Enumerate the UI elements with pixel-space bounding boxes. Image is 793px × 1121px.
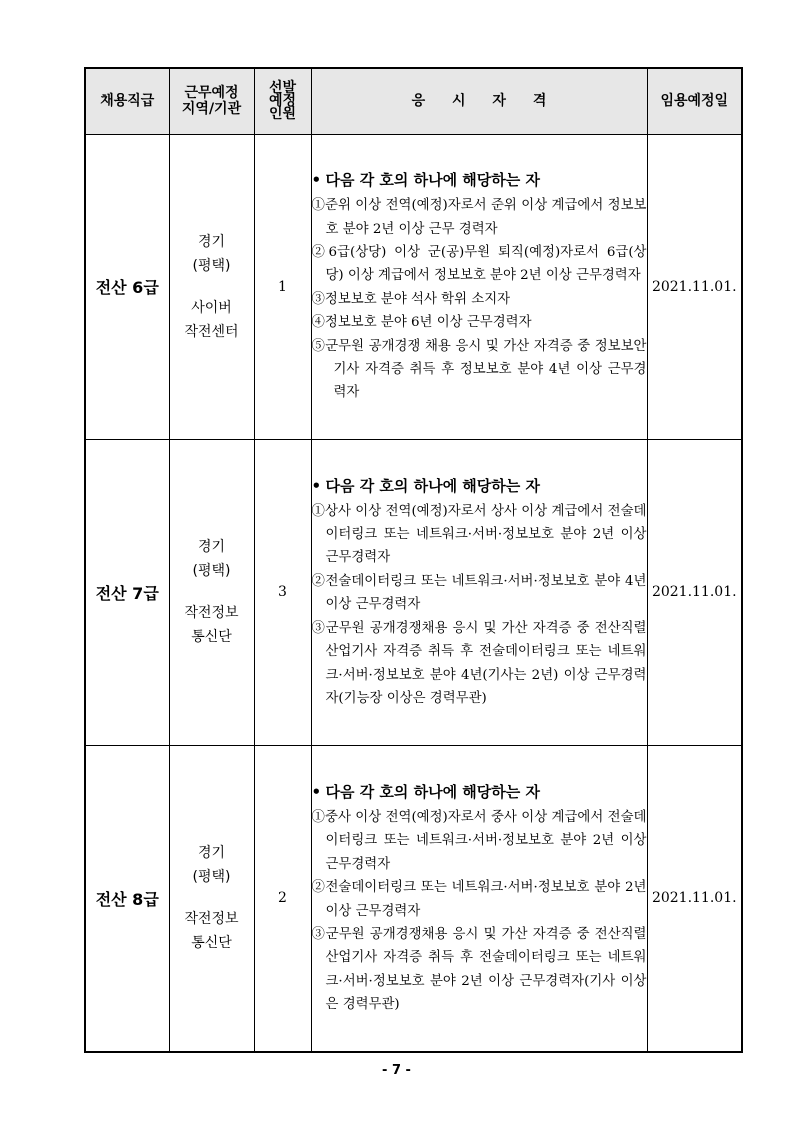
header-count-line2: 예정 bbox=[268, 92, 297, 109]
header-count-line1: 선발 bbox=[268, 79, 297, 96]
region-name: 경기 bbox=[197, 539, 226, 555]
table-row bbox=[85, 745, 742, 1052]
qualification-item: ③군무원 공개경쟁채용 응시 및 가산 자격증 중 전산직렬 산업기사 자격증 취득 후 전술데이터링크 또는 네트워크·서버·정보보호 분야 4년(기사는 2년) 이상 근무경력자(기능장 이상은 경력무관) bbox=[311, 620, 647, 706]
qualification-item: ②전술데이터링크 또는 네트워크·서버·정보보호 분야 4년 이상 근무경력자 bbox=[311, 573, 647, 613]
qualification-item: ⑤군무원 공개경쟁 채용 응시 및 가산 자격증 중 정보보안 기사 자격증 취득 후 정보보호 분야 4년 이상 근무경력자 bbox=[311, 338, 647, 401]
header-region-line1: 근무예정 bbox=[184, 85, 239, 102]
qualification-item: ①준위 이상 전역(예정)자로서 준위 이상 계급에서 정보보호 분야 2년 이상 근무 경력자 bbox=[311, 198, 647, 237]
qualification-lead-text: 다음 각 호의 하나에 해당하는 자 bbox=[325, 782, 540, 801]
region-sub: (평택) bbox=[192, 869, 231, 886]
date-cell: 2021.11.01. bbox=[647, 134, 742, 439]
qualification-lead-text: 다음 각 호의 하나에 해당하는 자 bbox=[325, 171, 540, 190]
count-cell: 1 bbox=[254, 134, 311, 439]
region-cell bbox=[169, 439, 254, 745]
count-cell: 2 bbox=[254, 745, 311, 1052]
org-line2: 통신단 bbox=[191, 935, 232, 952]
bullet-icon: • bbox=[311, 171, 322, 190]
region-name: 경기 bbox=[197, 845, 226, 862]
qualification-item: ②6급(상당) 이상 군(공)무원 퇴직(예정)자로서 6급(상당) 이상 계급에서 정보보호 분야 2년 이상 근무경력자 bbox=[311, 244, 647, 284]
bullet-icon: • bbox=[311, 782, 322, 801]
qualification-lead bbox=[312, 168, 647, 192]
qualification-item: ②전술데이터링크 또는 네트워크·서버·정보보호 분야 2년 이상 근무경력자 bbox=[311, 880, 647, 919]
header-row bbox=[85, 68, 742, 134]
header-count-line3: 인원 bbox=[268, 105, 297, 122]
header-appointment-date: 임용예정일 bbox=[647, 68, 742, 134]
header-region-line2: 지역/기관 bbox=[181, 101, 242, 118]
qualification-item: ④정보보호 분야 6년 이상 근무경력자 bbox=[311, 315, 532, 331]
region-sub: (평택) bbox=[192, 257, 231, 274]
table-row bbox=[85, 439, 742, 745]
page-number: - 7 - bbox=[382, 1063, 411, 1078]
org-line2: 작전센터 bbox=[184, 323, 239, 340]
grade-cell: 전산 6급 bbox=[85, 134, 169, 439]
qualification-lead bbox=[312, 780, 647, 804]
header-qualification: 응 시 자 격 bbox=[311, 68, 647, 134]
org-line1: 작전정보 bbox=[184, 911, 239, 928]
qualification-item: ③군무원 공개경쟁채용 응시 및 가산 자격증 중 전산직렬 산업기사 자격증 취득 후 전술데이터링크 또는 네트워크·서버·정보보호 분야 2년 이상 근무경력자(기사 이상은 경력무관) bbox=[311, 926, 647, 1013]
region-sub: (평택) bbox=[192, 563, 231, 579]
qualification-cell bbox=[311, 745, 647, 1052]
date-cell: 2021.11.01. bbox=[647, 439, 742, 745]
table-row bbox=[85, 134, 742, 439]
region-cell bbox=[169, 134, 254, 439]
qualification-item: ①중사 이상 전역(예정)자로서 중사 이상 계급에서 전술데이터링크 또는 네트워크·서버·정보보호 분야 2년 이상 근무경력자 bbox=[311, 809, 647, 872]
qualification-lead bbox=[312, 474, 647, 498]
date-cell: 2021.11.01. bbox=[647, 745, 742, 1052]
org-line1: 사이버 bbox=[191, 299, 232, 316]
grade-cell: 전산 7급 bbox=[85, 439, 169, 745]
header-count bbox=[254, 68, 311, 134]
qualification-item: ③정보보호 분야 석사 학위 소지자 bbox=[311, 291, 511, 307]
header-grade: 채용직급 bbox=[85, 68, 169, 134]
qualification-lead-text: 다음 각 호의 하나에 해당하는 자 bbox=[325, 476, 540, 495]
org-line1: 작전정보 bbox=[184, 605, 239, 621]
header-region bbox=[169, 68, 254, 134]
org-line2: 통신단 bbox=[191, 629, 232, 645]
recruitment-table bbox=[84, 67, 743, 1053]
region-cell bbox=[169, 745, 254, 1052]
qualification-item: ①상사 이상 전역(예정)자로서 상사 이상 계급에서 전술데이터링크 또는 네트워크·서버·정보보호 분야 2년 이상 근무경력자 bbox=[311, 503, 647, 566]
region-name: 경기 bbox=[197, 233, 226, 250]
bullet-icon: • bbox=[311, 476, 322, 495]
count-cell: 3 bbox=[254, 439, 311, 745]
qualification-cell bbox=[311, 439, 647, 745]
qualification-cell bbox=[311, 134, 647, 439]
grade-cell: 전산 8급 bbox=[85, 745, 169, 1052]
